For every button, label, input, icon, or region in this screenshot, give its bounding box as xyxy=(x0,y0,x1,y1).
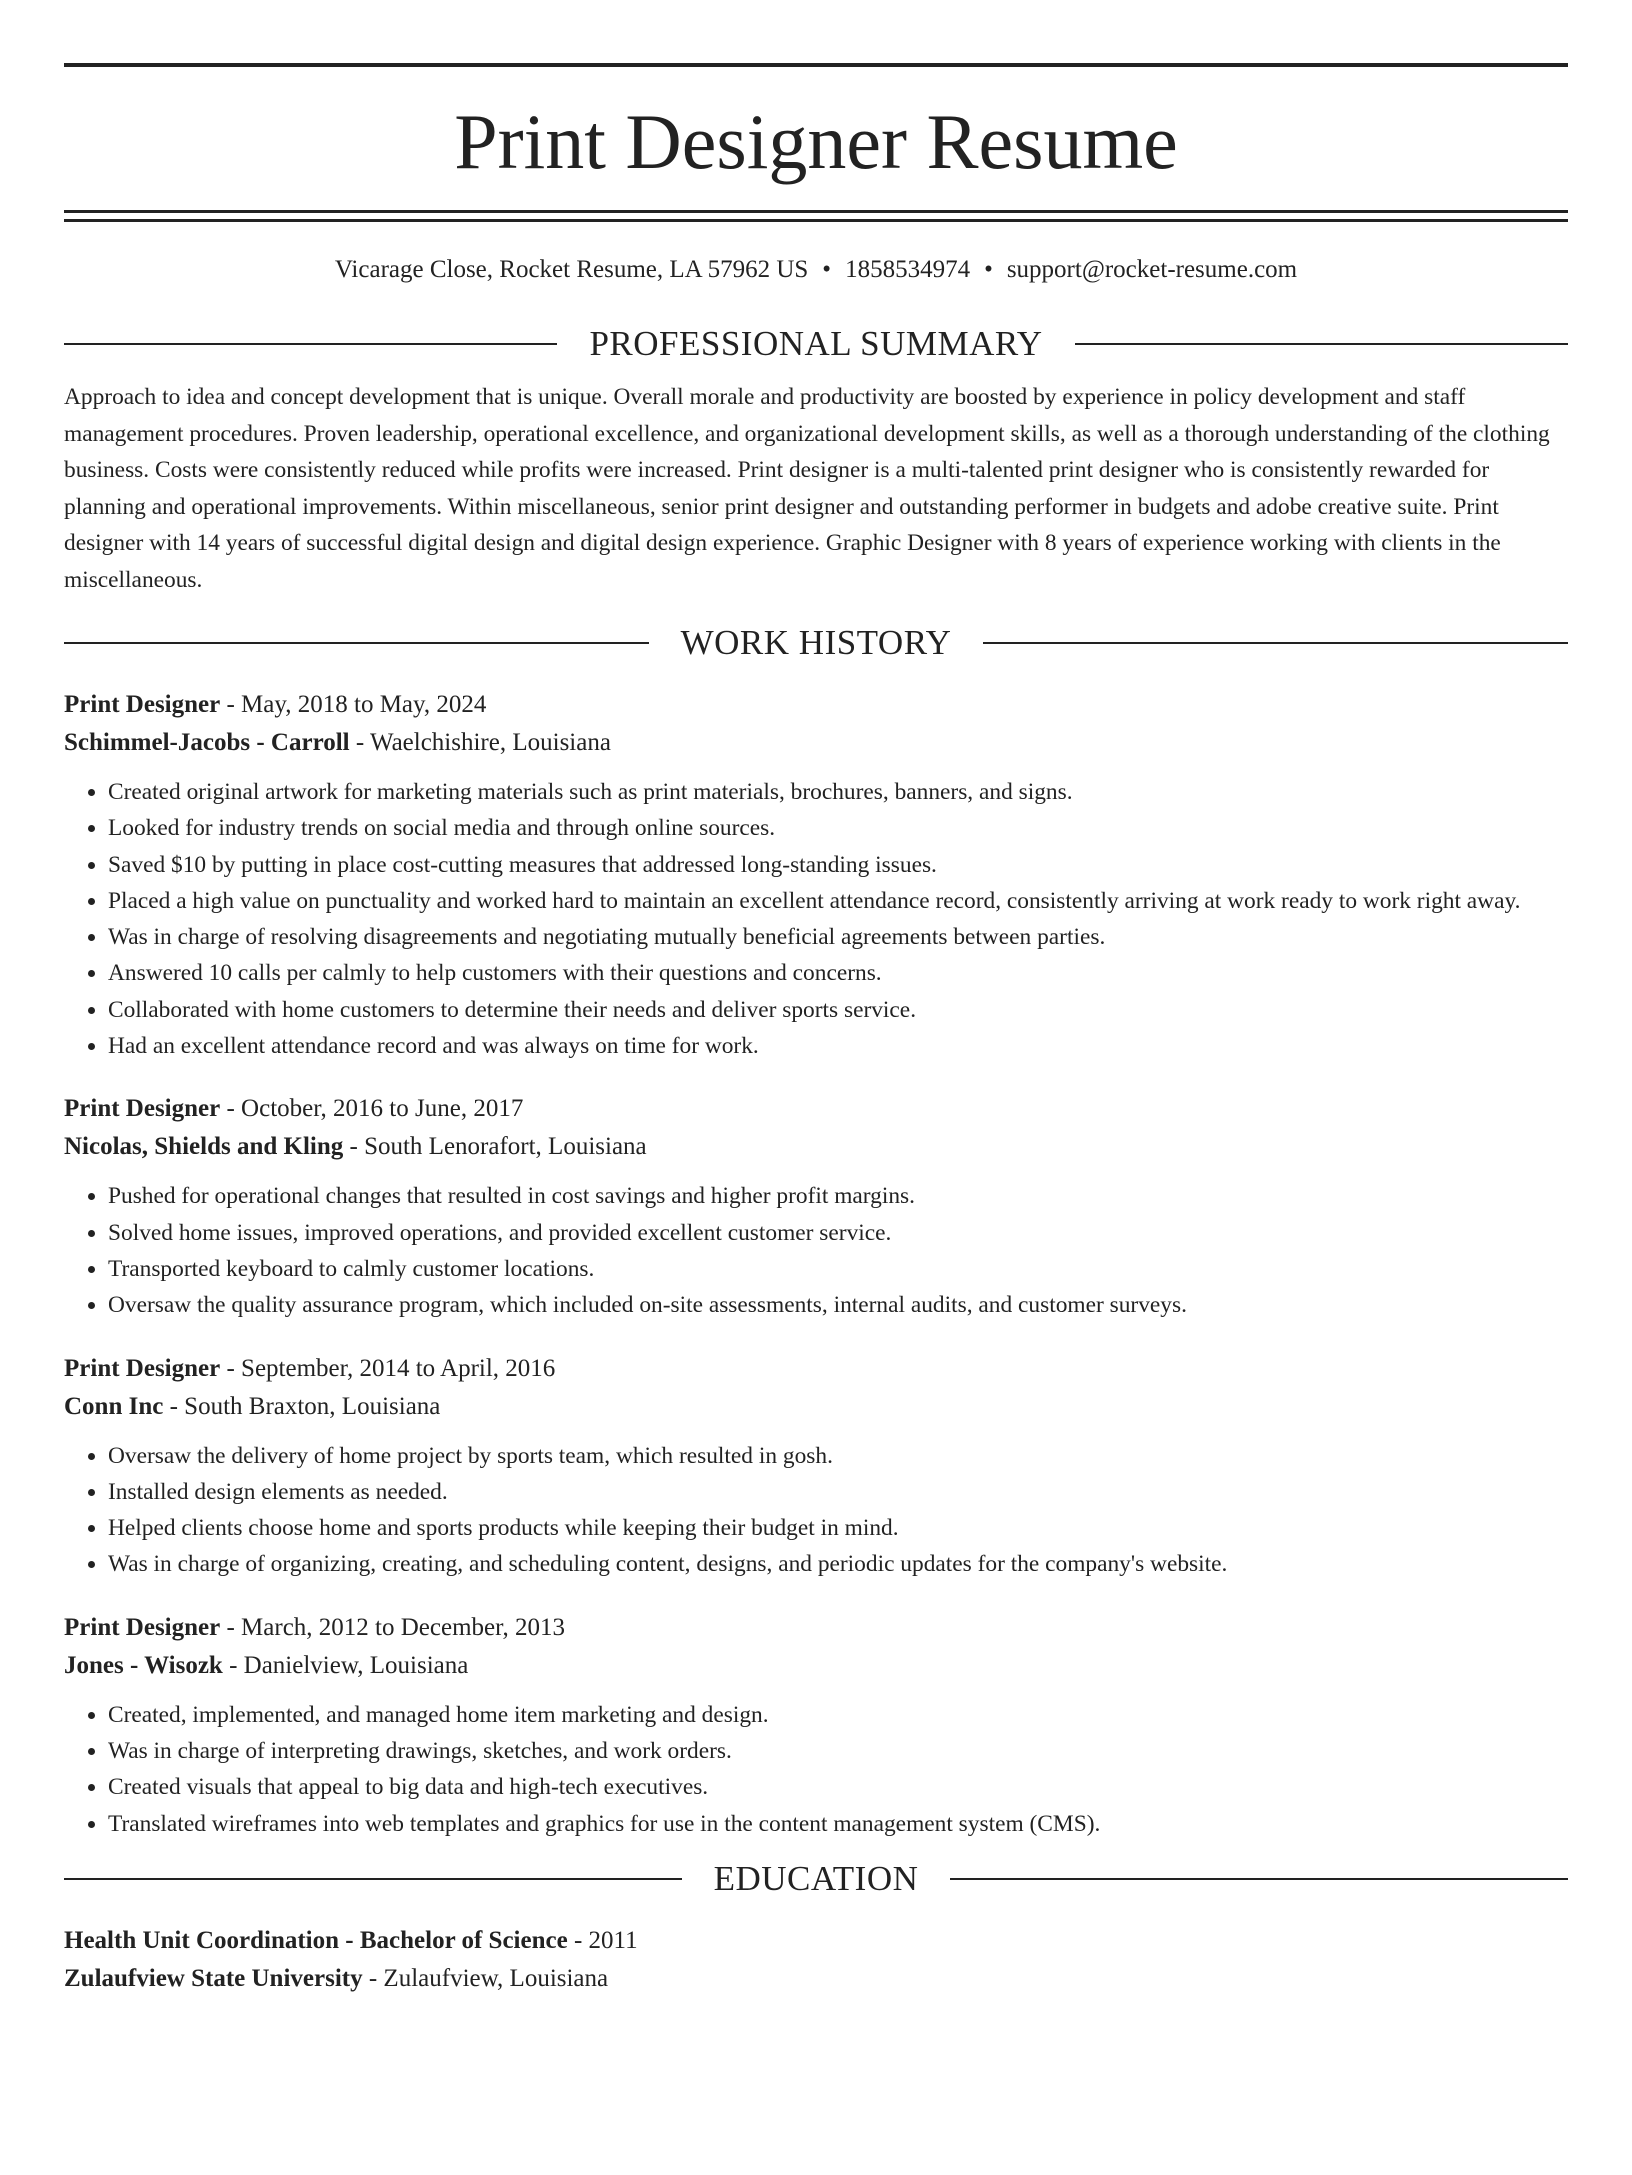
job-bullet-list xyxy=(64,1438,1568,1583)
education-degree: Health Unit Coordination - Bachelor of Science xyxy=(64,1926,568,1954)
section-heading-education xyxy=(64,1856,1568,1902)
education-year: - 2011 xyxy=(567,1926,638,1954)
section-title: PROFESSIONAL SUMMARY xyxy=(589,324,1043,363)
job-company: Nicolas, Shields and Kling xyxy=(64,1133,344,1161)
job-dates: - March, 2012 to December, 2013 xyxy=(220,1613,565,1641)
work-history-list xyxy=(64,686,1568,1842)
job-dates: - October, 2016 to June, 2017 xyxy=(220,1095,524,1123)
list-item: • Looked for industry trends on social media and through online sources. xyxy=(108,810,1568,846)
contact-separator: • xyxy=(984,256,993,283)
job-dates: - September, 2014 to April, 2016 xyxy=(220,1354,556,1382)
section-title: WORK HISTORY xyxy=(680,623,952,662)
contact-email: support@rocket-resume.com xyxy=(1006,256,1298,283)
job-location: - Danielview, Louisiana xyxy=(222,1651,469,1679)
list-item: • Created visuals that appeal to big data and high-tech executives. xyxy=(108,1769,1568,1805)
education-degree-line xyxy=(64,1922,1568,1960)
heading-rule-right xyxy=(983,642,1568,644)
job-location: - South Lenorafort, Louisiana xyxy=(343,1133,647,1161)
heading-rule-left xyxy=(64,1878,682,1880)
contact-line xyxy=(64,255,1568,285)
list-item: • Was in charge of organizing, creating, and scheduling content, designs, and periodic updates for the company's website. xyxy=(108,1546,1568,1582)
top-rule xyxy=(64,63,1568,67)
summary-paragraph: Approach to idea and concept development that is unique. Overall morale and productivity are boosted by experience in policy development and staff management procedures. Proven leadership, operational excellence, and organizational development skills, as well as a thorough understanding of the clothing business. Costs were consistently reduced while profits were increased. Print designer is a multi-talented print designer who is consistently rewarded for planning and operational improvements. Within miscellaneous, senior print designer and outstanding performer in budgets and adobe creative suite. Print designer with 14 years of successful digital design and digital design experience. Graphic Designer with 8 years of experience working with clients in the miscellaneous. xyxy=(64,384,1550,593)
list-item: • Pushed for operational changes that resulted in cost savings and higher profit margins. xyxy=(108,1178,1568,1214)
job-title-line xyxy=(64,1609,1568,1647)
contact-address: Vicarage Close, Rocket Resume, LA 57962 US xyxy=(334,256,809,283)
section-heading-work-history xyxy=(64,620,1568,666)
job-location: - Waelchishire, Louisiana xyxy=(349,729,611,756)
list-item: • Collaborated with home customers to determine their needs and deliver sports service. xyxy=(108,992,1568,1028)
job-title: Print Designer xyxy=(64,1095,221,1123)
section-heading-summary xyxy=(64,321,1568,367)
job-bullet-list xyxy=(64,774,1568,1064)
job-entry xyxy=(64,686,1568,1064)
job-company: Conn Inc xyxy=(64,1392,164,1420)
list-item: • Helped clients choose home and sports products while keeping their budget in mind. xyxy=(108,1510,1568,1546)
job-company-line xyxy=(64,1388,1568,1426)
education-location: - Zulaufview, Louisiana xyxy=(362,1964,609,1992)
list-item: • Created original artwork for marketing materials such as print materials, brochures, banners, and signs. xyxy=(108,774,1568,810)
job-title-line xyxy=(64,686,1568,724)
list-item: • Installed design elements as needed. xyxy=(108,1474,1568,1510)
heading-rule-right xyxy=(1075,343,1568,345)
job-title: Print Designer xyxy=(64,691,221,718)
job-company: Schimmel-Jacobs - Carroll xyxy=(64,729,350,756)
list-item: • Solved home issues, improved operations, and provided excellent customer service. xyxy=(108,1215,1568,1251)
heading-rule-left xyxy=(64,343,557,345)
job-entry xyxy=(64,1090,1568,1323)
list-item: • Was in charge of resolving disagreements and negotiating mutually beneficial agreements between parties. xyxy=(108,919,1568,955)
job-company: Jones - Wisozk xyxy=(64,1651,223,1679)
job-entry xyxy=(64,1350,1568,1583)
title-double-rule xyxy=(64,210,1568,222)
job-bullet-list xyxy=(64,1697,1568,1842)
list-item: • Created, implemented, and managed home item marketing and design. xyxy=(108,1697,1568,1733)
list-item: • Saved $10 by putting in place cost-cutting measures that addressed long-standing issues. xyxy=(108,847,1568,883)
page-title: Print Designer Resume xyxy=(454,98,1178,185)
job-dates: - May, 2018 to May, 2024 xyxy=(220,691,487,718)
list-item: • Translated wireframes into web templates and graphics for use in the content management system (CMS). xyxy=(108,1806,1568,1842)
resume-page xyxy=(0,63,1632,2175)
job-company-line xyxy=(64,1647,1568,1685)
contact-phone: 1858534974 xyxy=(845,256,971,283)
list-item: • Transported keyboard to calmly customer locations. xyxy=(108,1251,1568,1287)
job-company-line xyxy=(64,724,1568,762)
list-item: • Answered 10 calls per calmly to help customers with their questions and concerns. xyxy=(108,955,1568,991)
job-bullet-list xyxy=(64,1178,1568,1323)
job-title-line xyxy=(64,1090,1568,1128)
education-school-line xyxy=(64,1960,1568,1998)
heading-rule-left xyxy=(64,642,649,644)
list-item: • Placed a high value on punctuality and worked hard to maintain an excellent attendance record, consistently arriving at work ready to work right away. xyxy=(108,883,1568,919)
list-item: • Was in charge of interpreting drawings, sketches, and work orders. xyxy=(108,1733,1568,1769)
contact-separator: • xyxy=(822,256,832,283)
job-company-line xyxy=(64,1128,1568,1166)
list-item: • Oversaw the delivery of home project by sports team, which resulted in gosh. xyxy=(108,1438,1568,1474)
job-title-line xyxy=(64,1350,1568,1388)
heading-rule-right xyxy=(950,1878,1568,1880)
job-title: Print Designer xyxy=(64,1354,221,1382)
job-entry xyxy=(64,1609,1568,1842)
list-item: • Oversaw the quality assurance program, which included on-site assessments, internal audits, and customer surveys. xyxy=(108,1287,1568,1323)
job-location: - South Braxton, Louisiana xyxy=(163,1392,441,1420)
list-item: • Had an excellent attendance record and was always on time for work. xyxy=(108,1028,1568,1064)
job-title: Print Designer xyxy=(64,1613,221,1641)
section-title: EDUCATION xyxy=(713,1858,919,1898)
education-entry xyxy=(64,1922,1568,1998)
education-school: Zulaufview State University xyxy=(64,1964,363,1992)
